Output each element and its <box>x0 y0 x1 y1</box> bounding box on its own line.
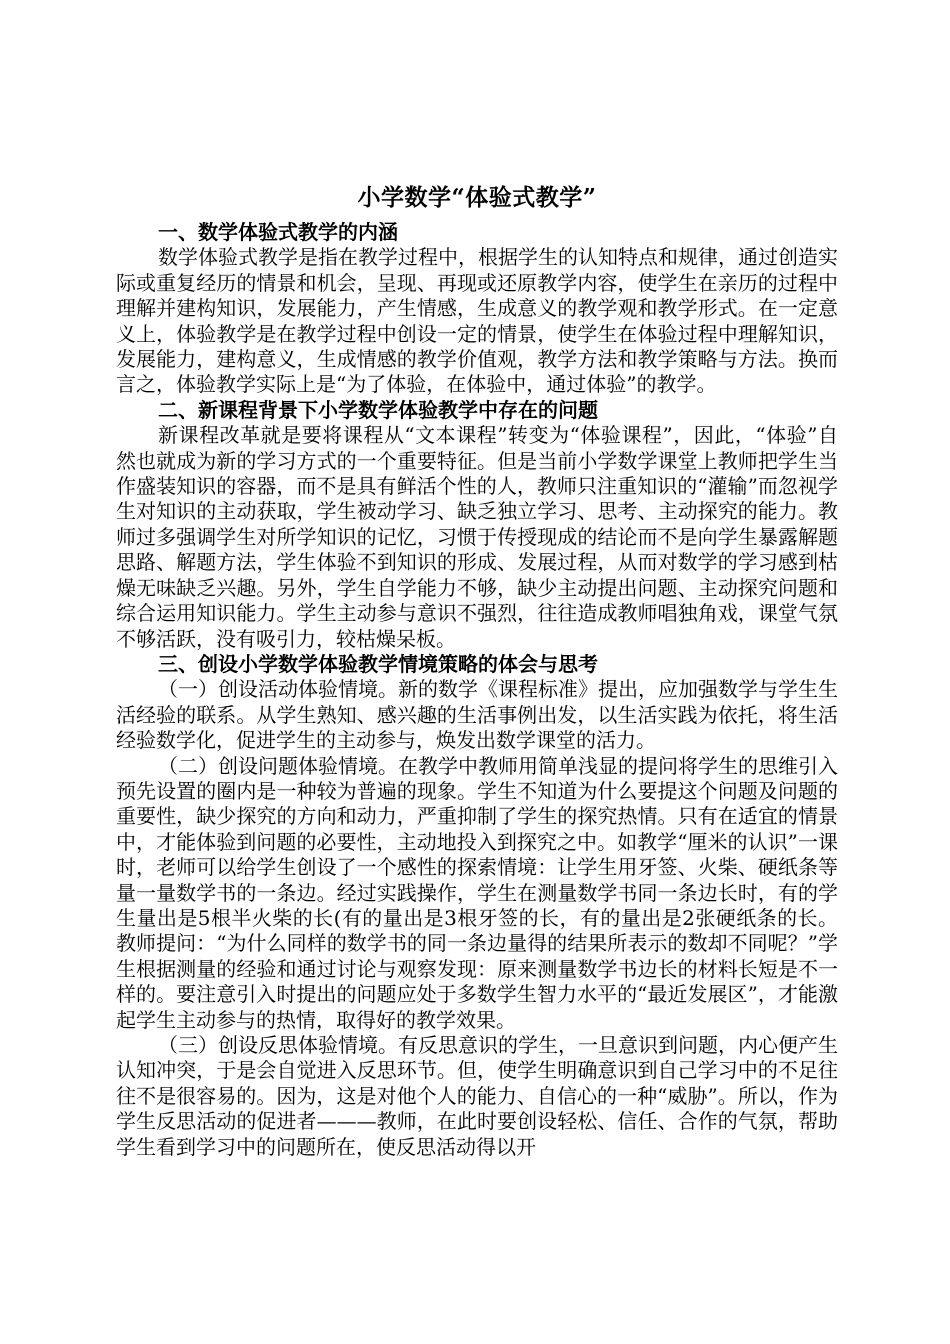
section2-paragraph-1: 新课程改革就是要将课程从“文本课程”转变为“体验课程”，因此，“体验”自然也就成为新的学习方式的一个重要特征。但是当前小学数学课堂上教师把学生当作盛装知识的容器，而不是具有鲜活个性的人，教师只注重知识的“灌输”而忽视学生对知识的主动获取，学生被动学习、缺乏独立学习、思考、主动探究的能力。教师过多强调学生对所学知识的记忆，习惯于传授现成的结论而不是向学生暴露解题思路、解题方法，学生体验不到知识的形成、发展过程，从而对数学的学习感到枯燥无味缺乏兴趣。另外，学生自学能力不够，缺少主动提出问题、主动探究问题和综合运用知识能力。学生主动参与意识不强烈，往往造成教师唱独角戏，课堂气氛不够活跃，没有吸引力，较枯燥呆板。 <box>116 423 838 651</box>
section3-paragraph-3: （三）创设反思体验情境。有反思意识的学生，一旦意识到问题，内心便产生认知冲突，于是会自觉进入反思环节。但，使学生明确意识到自己学习中的不足往往不是很容易的。因为，这是对他个人的能力、自信心的一种“威胁”。所以，作为学生反思活动的促进者———教师，在此时要创设轻松、信任、合作的气氛，帮助学生看到学习中的问题所在，使反思活动得以开 <box>116 1033 838 1159</box>
section3-paragraph-2: （二）创设问题体验情境。在教学中教师用简单浅显的提问将学生的思维引入预先设置的圈内是一种较为普遍的现象。学生不知道为什么要提这个问题及问题的重要性，缺少探究的方向和动力，严重抑制了学生的探究热情。只有在适宜的情景中，才能体验到问题的必要性，主动地投入到探究之中。如教学“厘米的认识”一课时，老师可以给学生创设了一个感性的探索情境：让学生用牙签、火柴、硬纸条等量一量数学书的一条边。经过实践操作，学生在测量数学书同一条边长时，有的学生量出是5根半火柴的长(有的量出是3根牙签的长，有的量出是2张硬纸条的长。教师提问：“为什么同样的数学书的同一条边量得的结果所表示的数却不同呢？”学生根据测量的经验和通过讨论与观察发现：原来测量数学书边长的材料长短是不一样的。要注意引入时提出的问题应处于多数学生智力水平的“最近发展区”，才能激起学生主动参与的热情，取得好的教学效果。 <box>116 753 838 1032</box>
section1-paragraph-1: 数学体验式教学是指在教学过程中，根据学生的认知特点和规律，通过创造实际或重复经历的情景和机会，呈现、再现或还原教学内容，使学生在亲历的过程中理解并建构知识，发展能力，产生情感，生成意义的教学观和教学形式。在一定意义上，体验教学是在教学过程中创设一定的情景，使学生在体验过程中理解知识，发展能力，建构意义，生成情感的教学价值观，教学方法和教学策略与方法。换而言之，体验教学实际上是“为了体验，在体验中，通过体验”的教学。 <box>116 245 838 397</box>
section3-paragraph-1: （一）创设活动体验情境。新的数学《课程标准》提出，应加强数学与学生生活经验的联系。从学生熟知、感兴趣的生活事例出发，以生活实践为依托，将生活经验数学化，促进学生的主动参与，焕发出数学课堂的活力。 <box>116 677 838 753</box>
section-heading-2: 二、新课程背景下小学数学体验教学中存在的问题 <box>158 397 598 422</box>
section-heading-1: 一、数学体验式教学的内涵 <box>158 220 398 244</box>
section-heading-3: 三、创设小学数学体验教学情境策略的体会与思考 <box>158 651 598 676</box>
document-title: 小学数学“体验式教学” <box>357 184 597 211</box>
document-page <box>116 176 838 1160</box>
